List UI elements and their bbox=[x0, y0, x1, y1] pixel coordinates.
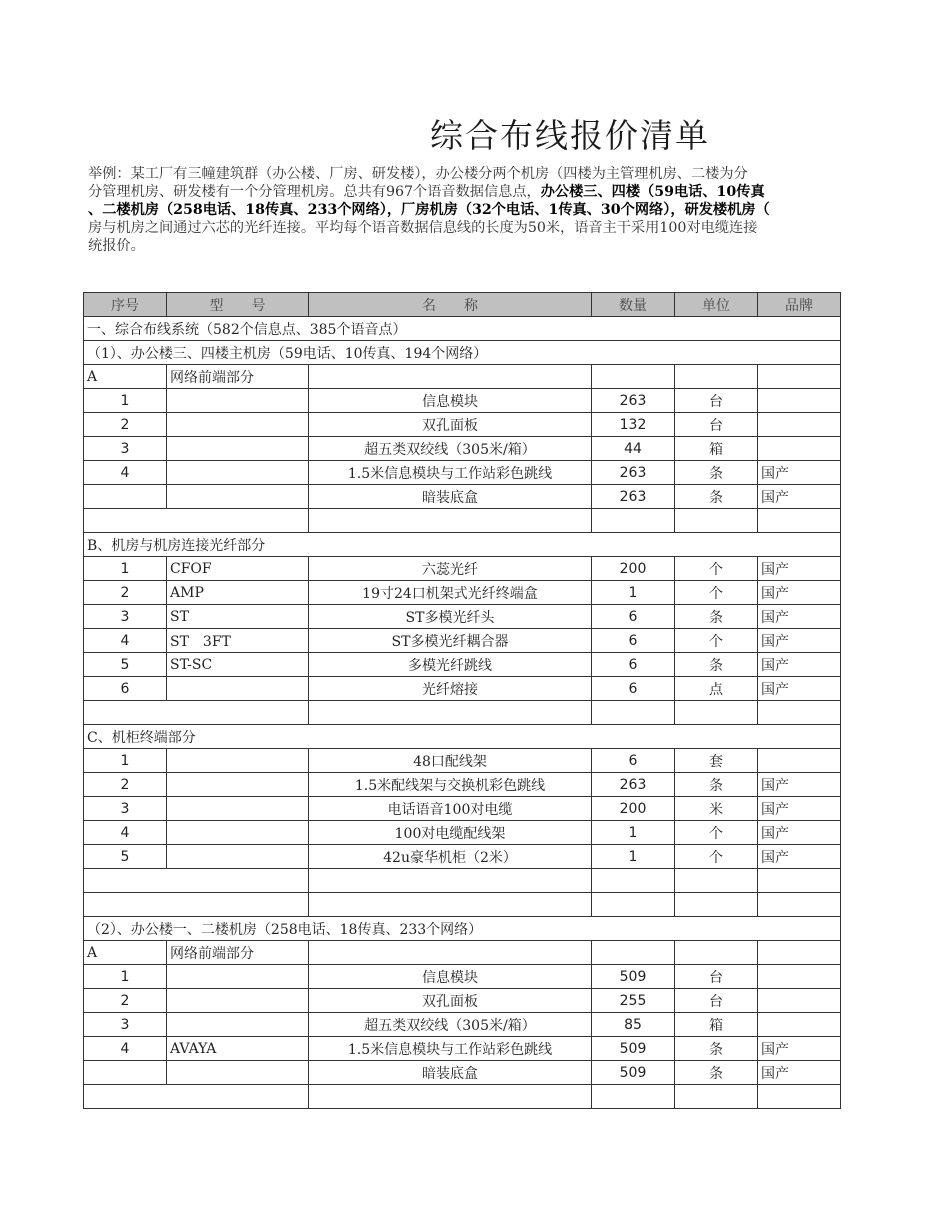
blank-row bbox=[84, 509, 841, 533]
item-brand bbox=[758, 1013, 841, 1037]
empty-cell bbox=[84, 893, 309, 917]
item-unit: 条 bbox=[675, 1037, 758, 1061]
item-index: 5 bbox=[84, 653, 167, 677]
item-brand: 国产 bbox=[758, 485, 841, 509]
blank-row bbox=[84, 893, 841, 917]
empty-cell bbox=[592, 365, 675, 389]
item-index: 4 bbox=[84, 629, 167, 653]
item-brand bbox=[758, 389, 841, 413]
item-index: 1 bbox=[84, 557, 167, 581]
group-index: A bbox=[84, 941, 167, 965]
intro-text: 统报价。 bbox=[88, 238, 145, 254]
table-row bbox=[84, 797, 841, 821]
item-name: 42u豪华机柜（2米） bbox=[309, 845, 592, 869]
item-name: 48口配线架 bbox=[309, 749, 592, 773]
item-model: AVAYA bbox=[167, 1037, 309, 1061]
empty-cell bbox=[592, 509, 675, 533]
table-row bbox=[84, 485, 841, 509]
item-index: 3 bbox=[84, 797, 167, 821]
table-row bbox=[84, 677, 841, 701]
item-unit: 个 bbox=[675, 581, 758, 605]
item-name: 1.5米信息模块与工作站彩色跳线 bbox=[309, 1037, 592, 1061]
item-name: ST多模光纤头 bbox=[309, 605, 592, 629]
item-model: ST-SC bbox=[167, 653, 309, 677]
item-brand: 国产 bbox=[758, 821, 841, 845]
item-quantity: 509 bbox=[592, 1061, 675, 1085]
item-quantity: 6 bbox=[592, 749, 675, 773]
table-row bbox=[84, 821, 841, 845]
item-name: 双孔面板 bbox=[309, 413, 592, 437]
item-quantity: 6 bbox=[592, 629, 675, 653]
item-name: 多模光纤跳线 bbox=[309, 653, 592, 677]
empty-cell bbox=[675, 509, 758, 533]
item-brand: 国产 bbox=[758, 1061, 841, 1085]
empty-cell bbox=[758, 941, 841, 965]
item-index: 2 bbox=[84, 581, 167, 605]
item-index: 4 bbox=[84, 461, 167, 485]
table-row bbox=[84, 557, 841, 581]
item-quantity: 1 bbox=[592, 821, 675, 845]
table-row bbox=[84, 965, 841, 989]
item-model: ST 3FT bbox=[167, 629, 309, 653]
item-model bbox=[167, 437, 309, 461]
item-name: 电话语音100对电缆 bbox=[309, 797, 592, 821]
item-name: ST多模光纤耦合器 bbox=[309, 629, 592, 653]
empty-cell bbox=[84, 509, 309, 533]
item-brand: 国产 bbox=[758, 629, 841, 653]
subsection-row bbox=[84, 725, 841, 749]
table-row bbox=[84, 773, 841, 797]
section-row bbox=[84, 341, 841, 365]
item-model bbox=[167, 413, 309, 437]
page-title: 综合布线报价清单 bbox=[430, 116, 710, 155]
table-row bbox=[84, 989, 841, 1013]
item-unit: 台 bbox=[675, 965, 758, 989]
intro-line bbox=[88, 183, 840, 201]
intro-line bbox=[88, 165, 840, 183]
item-quantity: 200 bbox=[592, 797, 675, 821]
item-quantity: 263 bbox=[592, 461, 675, 485]
item-quantity: 263 bbox=[592, 389, 675, 413]
item-quantity: 200 bbox=[592, 557, 675, 581]
table-row bbox=[84, 845, 841, 869]
empty-cell bbox=[758, 365, 841, 389]
item-quantity: 132 bbox=[592, 413, 675, 437]
item-model bbox=[167, 965, 309, 989]
item-name: 1.5米配线架与交换机彩色跳线 bbox=[309, 773, 592, 797]
group-label: 网络前端部分 bbox=[167, 941, 309, 965]
item-index: 3 bbox=[84, 1013, 167, 1037]
section-title: （2）、办公楼一、二楼机房（258电话、18传真、233个网络） bbox=[84, 917, 841, 941]
item-brand: 国产 bbox=[758, 557, 841, 581]
table-row bbox=[84, 1061, 841, 1085]
table-row bbox=[84, 605, 841, 629]
item-quantity: 255 bbox=[592, 989, 675, 1013]
empty-cell bbox=[309, 869, 592, 893]
empty-cell bbox=[309, 941, 592, 965]
item-name: 光纤熔接 bbox=[309, 677, 592, 701]
quote-table bbox=[83, 292, 841, 1109]
empty-cell bbox=[84, 869, 309, 893]
group-label: 网络前端部分 bbox=[167, 365, 309, 389]
item-brand bbox=[758, 413, 841, 437]
item-brand: 国产 bbox=[758, 581, 841, 605]
item-quantity: 263 bbox=[592, 773, 675, 797]
item-name: 六蕊光纤 bbox=[309, 557, 592, 581]
item-index: 6 bbox=[84, 677, 167, 701]
blank-row bbox=[84, 1085, 841, 1109]
table-row bbox=[84, 389, 841, 413]
item-name: 1.5米信息模块与工作站彩色跳线 bbox=[309, 461, 592, 485]
item-unit: 台 bbox=[675, 389, 758, 413]
item-model bbox=[167, 749, 309, 773]
empty-cell bbox=[309, 893, 592, 917]
table-row bbox=[84, 749, 841, 773]
item-unit: 点 bbox=[675, 677, 758, 701]
empty-cell bbox=[675, 701, 758, 725]
intro-text: 办公楼三、四楼（59电话、10传真 bbox=[540, 184, 765, 200]
item-brand: 国产 bbox=[758, 1037, 841, 1061]
table-row bbox=[84, 437, 841, 461]
empty-cell bbox=[675, 365, 758, 389]
empty-cell bbox=[84, 701, 309, 725]
table-header-row bbox=[84, 293, 841, 317]
empty-cell bbox=[592, 1085, 675, 1109]
item-index: 4 bbox=[84, 821, 167, 845]
section-title: （1）、办公楼三、四楼主机房（59电话、10传真、194个网络） bbox=[84, 341, 841, 365]
item-quantity: 1 bbox=[592, 845, 675, 869]
header-brand: 品牌 bbox=[758, 293, 841, 317]
empty-cell bbox=[309, 365, 592, 389]
item-model bbox=[167, 461, 309, 485]
item-quantity: 263 bbox=[592, 485, 675, 509]
section-row bbox=[84, 317, 841, 341]
empty-cell bbox=[592, 701, 675, 725]
item-model: AMP bbox=[167, 581, 309, 605]
item-unit: 条 bbox=[675, 653, 758, 677]
item-brand: 国产 bbox=[758, 773, 841, 797]
section-title: 一、综合布线系统（582个信息点、385个语音点） bbox=[84, 317, 841, 341]
empty-cell bbox=[675, 941, 758, 965]
subsection-row bbox=[84, 533, 841, 557]
item-brand: 国产 bbox=[758, 677, 841, 701]
section-row bbox=[84, 917, 841, 941]
item-brand: 国产 bbox=[758, 461, 841, 485]
group-row bbox=[84, 941, 841, 965]
item-model bbox=[167, 389, 309, 413]
item-index: 2 bbox=[84, 773, 167, 797]
item-unit: 个 bbox=[675, 557, 758, 581]
header-quantity: 数量 bbox=[592, 293, 675, 317]
item-index: 3 bbox=[84, 437, 167, 461]
empty-cell bbox=[309, 1085, 592, 1109]
item-model bbox=[167, 677, 309, 701]
subsection-title: C、机柜终端部分 bbox=[84, 725, 841, 749]
table-row bbox=[84, 413, 841, 437]
header-model: 型 号 bbox=[167, 293, 309, 317]
item-model: ST bbox=[167, 605, 309, 629]
item-unit: 条 bbox=[675, 605, 758, 629]
item-quantity: 6 bbox=[592, 677, 675, 701]
item-index: 2 bbox=[84, 989, 167, 1013]
item-index: 2 bbox=[84, 413, 167, 437]
empty-cell bbox=[592, 941, 675, 965]
item-quantity: 6 bbox=[592, 605, 675, 629]
item-brand bbox=[758, 749, 841, 773]
intro-line bbox=[88, 237, 840, 255]
item-name: 暗装底盒 bbox=[309, 1061, 592, 1085]
item-quantity: 6 bbox=[592, 653, 675, 677]
item-model bbox=[167, 1061, 309, 1085]
intro-text: 房与机房之间通过六芯的光纤连接。平均每个语音数据信息线的长度为50米，语音主干采用100对电缆连接 bbox=[88, 220, 758, 236]
header-index: 序号 bbox=[84, 293, 167, 317]
empty-cell bbox=[675, 869, 758, 893]
item-name: 信息模块 bbox=[309, 389, 592, 413]
empty-cell bbox=[758, 509, 841, 533]
item-index: 1 bbox=[84, 965, 167, 989]
item-model bbox=[167, 821, 309, 845]
item-model bbox=[167, 989, 309, 1013]
blank-row bbox=[84, 869, 841, 893]
item-model bbox=[167, 1013, 309, 1037]
blank-row bbox=[84, 701, 841, 725]
item-unit: 个 bbox=[675, 821, 758, 845]
item-index bbox=[84, 1061, 167, 1085]
item-index bbox=[84, 485, 167, 509]
item-index: 1 bbox=[84, 749, 167, 773]
table-row bbox=[84, 461, 841, 485]
intro-text: 分管理机房、研发楼有一个分管理机房。总共有967个语音数据信息点， bbox=[88, 184, 541, 200]
subsection-title: B、机房与机房连接光纤部分 bbox=[84, 533, 841, 557]
item-unit: 个 bbox=[675, 845, 758, 869]
empty-cell bbox=[675, 1085, 758, 1109]
item-quantity: 44 bbox=[592, 437, 675, 461]
item-unit: 台 bbox=[675, 989, 758, 1013]
item-quantity: 1 bbox=[592, 581, 675, 605]
empty-cell bbox=[758, 893, 841, 917]
group-row bbox=[84, 365, 841, 389]
empty-cell bbox=[592, 893, 675, 917]
item-brand bbox=[758, 437, 841, 461]
item-unit: 条 bbox=[675, 461, 758, 485]
item-model bbox=[167, 797, 309, 821]
empty-cell bbox=[758, 1085, 841, 1109]
item-unit: 条 bbox=[675, 773, 758, 797]
item-name: 双孔面板 bbox=[309, 989, 592, 1013]
item-name: 超五类双绞线（305米/箱） bbox=[309, 437, 592, 461]
item-index: 5 bbox=[84, 845, 167, 869]
empty-cell bbox=[309, 701, 592, 725]
empty-cell bbox=[309, 509, 592, 533]
item-brand: 国产 bbox=[758, 605, 841, 629]
item-unit: 台 bbox=[675, 413, 758, 437]
item-brand: 国产 bbox=[758, 797, 841, 821]
item-quantity: 85 bbox=[592, 1013, 675, 1037]
item-unit: 个 bbox=[675, 629, 758, 653]
intro-line bbox=[88, 219, 840, 237]
item-quantity: 509 bbox=[592, 1037, 675, 1061]
item-index: 1 bbox=[84, 389, 167, 413]
item-brand: 国产 bbox=[758, 653, 841, 677]
group-index: A bbox=[84, 365, 167, 389]
item-name: 100对电缆配线架 bbox=[309, 821, 592, 845]
item-model bbox=[167, 485, 309, 509]
item-brand bbox=[758, 965, 841, 989]
item-unit: 条 bbox=[675, 1061, 758, 1085]
intro-paragraph bbox=[88, 165, 840, 255]
item-brand bbox=[758, 989, 841, 1013]
item-quantity: 509 bbox=[592, 965, 675, 989]
item-model bbox=[167, 845, 309, 869]
intro-line bbox=[88, 201, 840, 219]
item-brand: 国产 bbox=[758, 845, 841, 869]
item-unit: 套 bbox=[675, 749, 758, 773]
item-name: 19寸24口机架式光纤终端盒 bbox=[309, 581, 592, 605]
item-model bbox=[167, 773, 309, 797]
item-index: 4 bbox=[84, 1037, 167, 1061]
item-name: 超五类双绞线（305米/箱） bbox=[309, 1013, 592, 1037]
intro-text: 、二楼机房（258电话、18传真、233个网络），厂房机房（32个电话、1传真、30个网络），研发楼机房（ bbox=[88, 202, 770, 218]
header-unit: 单位 bbox=[675, 293, 758, 317]
empty-cell bbox=[675, 893, 758, 917]
item-unit: 箱 bbox=[675, 1013, 758, 1037]
table-row bbox=[84, 653, 841, 677]
item-unit: 米 bbox=[675, 797, 758, 821]
item-name: 信息模块 bbox=[309, 965, 592, 989]
item-model: CFOF bbox=[167, 557, 309, 581]
table-row bbox=[84, 629, 841, 653]
table-row bbox=[84, 581, 841, 605]
item-index: 3 bbox=[84, 605, 167, 629]
table-row bbox=[84, 1013, 841, 1037]
table-row bbox=[84, 1037, 841, 1061]
item-unit: 箱 bbox=[675, 437, 758, 461]
empty-cell bbox=[758, 701, 841, 725]
empty-cell bbox=[84, 1085, 309, 1109]
empty-cell bbox=[592, 869, 675, 893]
intro-text: 举例：某工厂有三幢建筑群（办公楼、厂房、研发楼），办公楼分两个机房（四楼为主管理机房、二楼为分 bbox=[88, 166, 748, 182]
item-unit: 条 bbox=[675, 485, 758, 509]
item-name: 暗装底盒 bbox=[309, 485, 592, 509]
header-name: 名 称 bbox=[309, 293, 592, 317]
empty-cell bbox=[758, 869, 841, 893]
